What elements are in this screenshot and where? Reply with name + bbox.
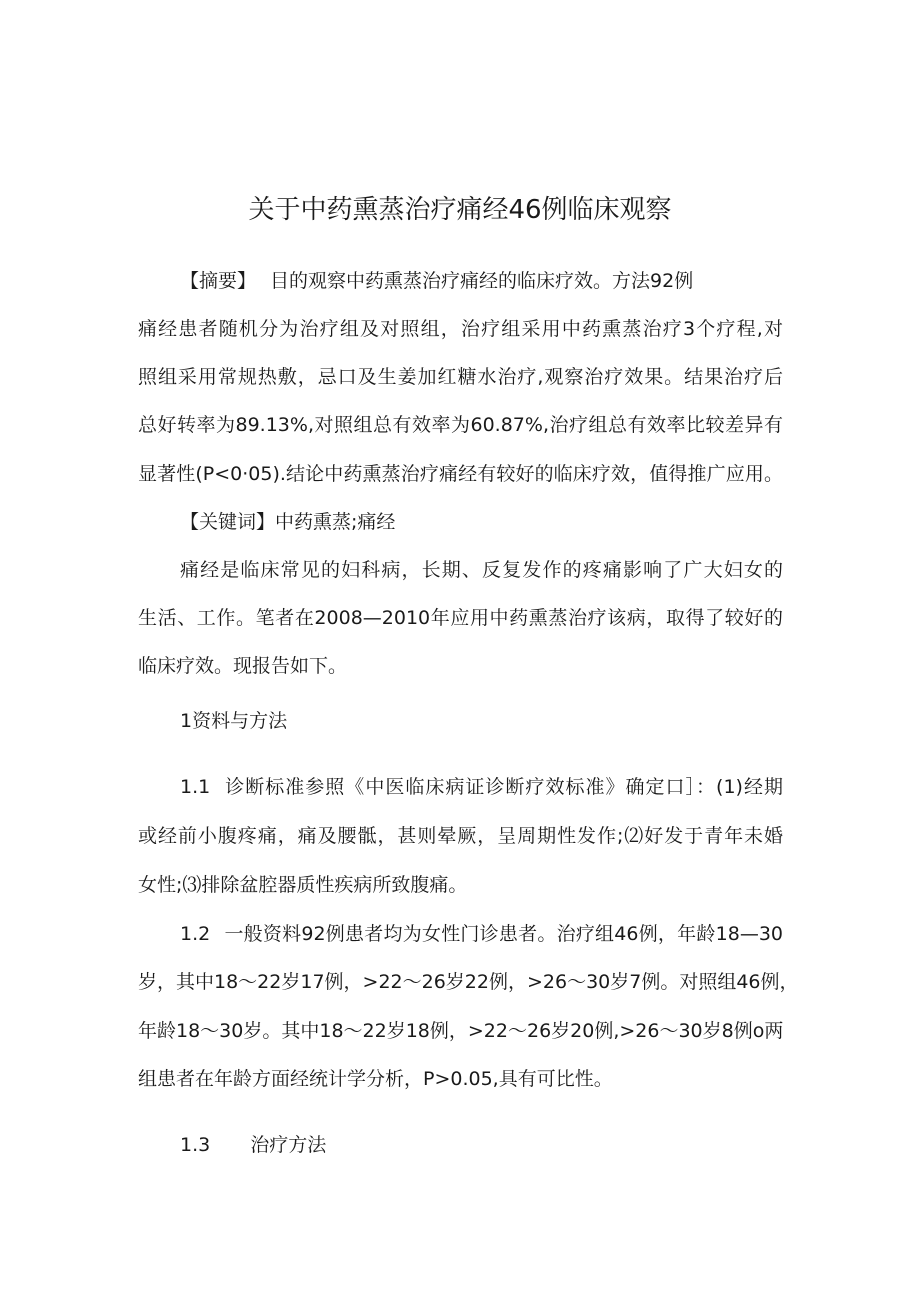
intro-line: 生活、工作。笔者在2008—2010年应用中药熏蒸治疗该病，取得了较好的: [138, 607, 783, 629]
abstract-line: 痛经患者随机分为治疗组及对照组，治疗组采用中药熏蒸治疗3个疗程,对: [138, 318, 783, 340]
section-1-3-heading: [180, 1130, 326, 1160]
section-number: 1.2: [180, 923, 211, 945]
abstract-first-line: [180, 266, 693, 296]
section-1-2-line: 组患者在年龄方面经统计学分析，P>0.05,具有可比性。: [138, 1068, 613, 1090]
paper-title: 关于中药熏蒸治疗痛经46例临床观察: [248, 195, 672, 225]
abstract-line: 显著性(P<0·05).结论中药熏蒸治疗痛经有较好的临床疗效，值得推广应用。: [138, 463, 783, 485]
section-1-2-line: 年龄18～30岁。其中18～22岁18例，>22～26岁20例,>26～30岁8例o两: [138, 1020, 784, 1042]
section-number: 1.1: [180, 776, 211, 798]
section-1-2-line: 岁，其中18～22岁17例，>22～26岁22例，>26～30岁7例。对照组46例，: [138, 971, 799, 993]
abstract-label: 【摘要】: [180, 270, 257, 292]
section-number: 1.3: [180, 1134, 211, 1156]
section-1-1-line: 或经前小腹疼痛，痛及腰骶，甚则晕厥，呈周期性发作;⑵好发于青年未婚: [138, 825, 783, 847]
abstract-line: 照组采用常规热敷，忌口及生姜加红糖水治疗,观察治疗效果。结果治疗后: [138, 366, 783, 388]
abstract-line: 总好转率为89.13%,对照组总有效率为60.87%,治疗组总有效率比较差异有: [138, 414, 783, 436]
abstract-text: 目的观察中药熏蒸治疗痛经的临床疗效。方法92例: [270, 270, 694, 292]
keywords: 【关键词】中药熏蒸;痛经: [180, 511, 396, 533]
section-heading-text: 治疗方法: [250, 1134, 327, 1156]
section-1-2-first-line: [180, 919, 783, 949]
section-text: 诊断标准参照《中医临床病证诊断疗效标准》确定口］：(1)经期: [224, 776, 783, 798]
section-1-1-first-line: [180, 772, 783, 802]
section-heading: 1资料与方法: [180, 710, 288, 732]
intro-line: 痛经是临床常见的妇科病，长期、反复发作的疼痛影响了广大妇女的: [180, 559, 783, 581]
section-1-1-line: 女性;⑶排除盆腔器质性疾病所致腹痛。: [138, 874, 468, 896]
section-text: 一般资料92例患者均为女性门诊患者。治疗组46例，年龄18—30: [224, 923, 783, 945]
intro-line: 临床疗效。现报告如下。: [138, 655, 348, 677]
